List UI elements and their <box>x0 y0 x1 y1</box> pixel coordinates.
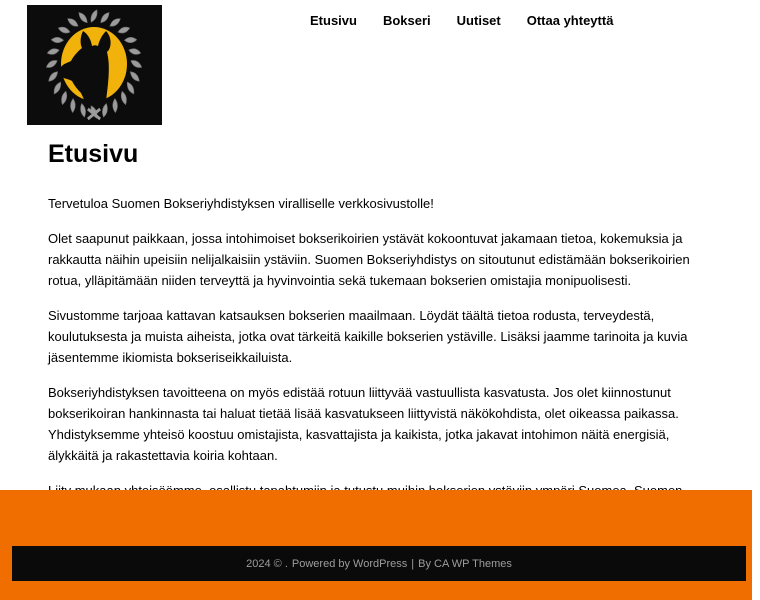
boxer-dog-wreath-logo-icon <box>27 5 162 125</box>
body-paragraph: Olet saapunut paikkaan, jossa intohimoiset bokserikoirien ystävät kokoontuvat jakamaan tietoa, kokemuksia ja rakkautta näihin upeisiin nelijalkaisiin ystäviin. Suomen Bokseriyhdistys on sitoutunut edistämään bokserikoirien rotua, ylläpitämään niiden terveyttä ja hyvinvointia sekä tukemaan bokserien omistajia monipuolisesti. <box>48 231 690 288</box>
footer-separator: | <box>411 557 415 570</box>
site-header <box>0 0 760 130</box>
footer-theme-link[interactable]: By CA WP Themes <box>418 557 512 570</box>
nav-item-bokseri[interactable]: Bokseri <box>382 13 431 28</box>
nav-item-etusivu[interactable]: Etusivu <box>310 13 357 28</box>
main-nav <box>310 13 613 28</box>
footer-credit-bar <box>12 546 746 581</box>
footer-wordpress-link[interactable]: Powered by WordPress <box>291 557 408 570</box>
site-footer <box>0 490 752 600</box>
footer-copyright-text: 2024 © . <box>246 557 288 570</box>
site-logo[interactable] <box>27 5 162 125</box>
nav-item-uutiset[interactable]: Uutiset <box>456 13 501 28</box>
body-paragraph: Bokseriyhdistyksen tavoitteena on myös edistää rotuun liittyvää vastuullista kasvatusta. Jos olet kiinnostunut bokserikoiran hankinnasta tai haluat tietää lisää kasvatukseen liittyvistä näkökohdista, olet oikeassa paikassa. Yhdistyksemme yhteisö koostuu omistajista, kasvattajista ja kaikista, jotka jakavat intohimon näitä energisiä, älykkäitä ja rakastettavia koiria kohtaan. <box>48 385 679 463</box>
intro-paragraph: Tervetuloa Suomen Bokseriyhdistyksen viralliselle verkkosivustolle! <box>48 196 434 211</box>
body-paragraph: Sivustomme tarjoaa kattavan katsauksen bokserien maailmaan. Löydät täältä tietoa rodusta, terveydestä, koulutuksesta ja muista aiheista, jotka ovat tärkeitä kaikille bokserien ystäville. Lisäksi jaamme tarinoita ja kuvia jäsentemme ikiomista bokseriseikkailuista. <box>48 308 688 365</box>
nav-item-ottaa-yhteytta[interactable]: Ottaa yhteyttä <box>526 13 614 28</box>
page-title: Etusivu <box>48 140 139 168</box>
